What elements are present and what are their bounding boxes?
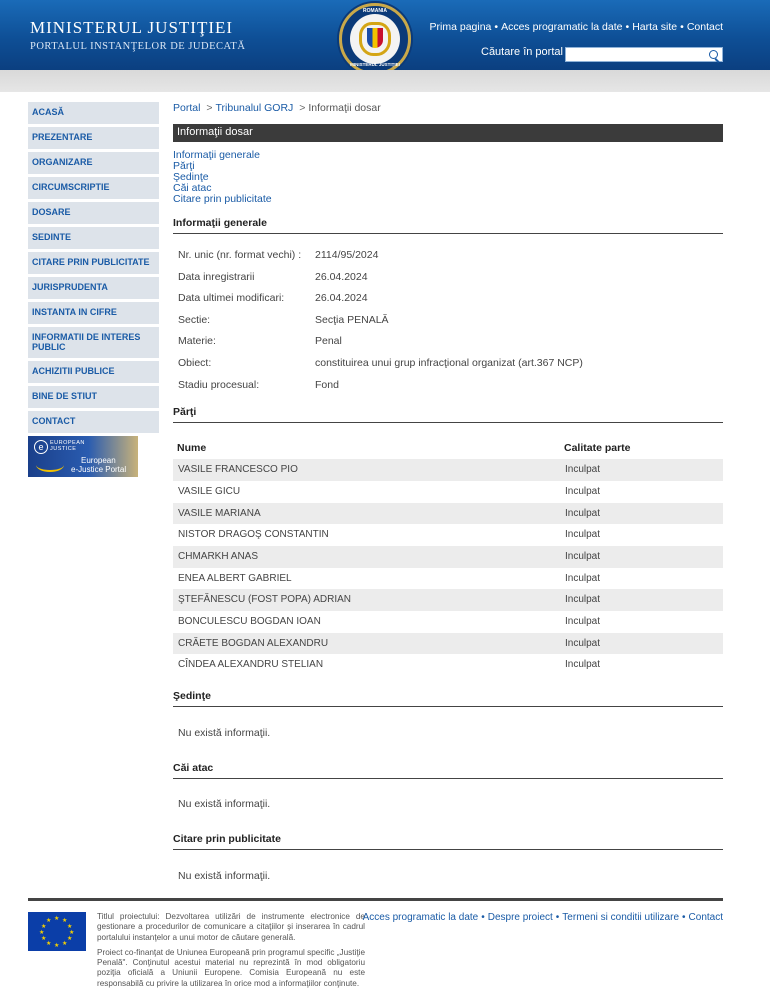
appeals-heading: Căi atac: [173, 762, 723, 779]
general-info-heading: Informaţii generale: [173, 217, 723, 234]
scales-icon: [36, 458, 64, 472]
info-value: Secţia PENALĂ: [315, 313, 389, 326]
info-row: [173, 249, 723, 271]
breadcrumb-separator: >: [206, 102, 213, 114]
parties-table-header: [173, 438, 723, 459]
subheader-bar: [0, 70, 770, 92]
info-row: [173, 292, 723, 314]
star-icon: ★: [46, 941, 52, 947]
footer-nav: [363, 912, 723, 923]
breadcrumb-current: Informaţii dosar: [308, 102, 381, 114]
star-icon: ★: [54, 916, 60, 922]
sidebar-item-citare[interactable]: CITARE PRIN PUBLICITATE: [28, 252, 159, 274]
toc-link-parties[interactable]: Părţi: [173, 160, 195, 172]
sidebar-item-achizitii[interactable]: ACHIZITII PUBLICE: [28, 361, 159, 383]
coat-of-arms-icon[interactable]: [339, 3, 411, 75]
party-name: VASILE FRANCESCO PIO: [178, 464, 298, 476]
table-row: [173, 481, 723, 503]
top-nav-home[interactable]: Prima pagina: [429, 21, 492, 33]
parties-table: [173, 459, 723, 676]
shield-icon: [367, 28, 383, 48]
info-row: [173, 335, 723, 357]
general-info-table: [173, 249, 723, 400]
info-row: [173, 271, 723, 293]
bullet-separator: •: [481, 912, 485, 923]
footer-link-api[interactable]: Acces programatic la date: [362, 912, 479, 923]
top-nav-sitemap[interactable]: Harta site: [632, 21, 678, 33]
info-value: 26.04.2024: [315, 270, 368, 283]
star-icon: ★: [69, 930, 75, 936]
party-role: Inculpat: [565, 637, 601, 649]
party-role: Inculpat: [565, 529, 601, 541]
sidebar-item-prezentare[interactable]: PREZENTARE: [28, 127, 159, 149]
party-name: BONCULESCU BOGDAN IOAN: [178, 615, 321, 627]
party-name: ENEA ALBERT GABRIEL: [178, 572, 292, 584]
footer-cofinance-note: Proiect co-finanţat de Uniunea Europeană prin programul specific „Justiţie Penală". Conţinutul acestui material nu reprezintă în mod obligatoriu poziţia oficială a Uniunii Europene. Comisia Europeană nu este responsabilă cu privire la utilizarea în orice mod a informaţiilor conţinute.: [97, 947, 365, 988]
toc-link-general[interactable]: Informaţii generale: [173, 149, 260, 161]
sidebar-nav: [28, 102, 159, 477]
star-icon: ★: [46, 918, 52, 924]
footer-project-title: Titlul proiectului: Dezvoltarea utilizări de instrumente electronice de gestionare a procedurilor de comunicare a citaţiilor şi inserarea în cadrul portalului instanţelor a unui motor de căutare generală.: [97, 912, 365, 942]
table-row: [173, 611, 723, 633]
sidebar-item-contact[interactable]: CONTACT: [28, 411, 159, 433]
ejustice-line1: European: [81, 455, 116, 465]
search-icon[interactable]: [709, 50, 718, 59]
footer-link-about[interactable]: Despre proiect: [487, 912, 553, 923]
party-role: Inculpat: [565, 572, 601, 584]
summons-heading: Citare prin publicitate: [173, 833, 723, 850]
ejustice-small-line2: JUSTICE: [50, 445, 77, 452]
table-row: [173, 503, 723, 525]
section-links: [173, 150, 723, 205]
emblem-inner: [350, 14, 400, 64]
breadcrumb-portal[interactable]: Portal: [173, 102, 201, 114]
info-row: [173, 357, 723, 379]
party-name: CÎNDEA ALEXANDRU STELIAN: [178, 659, 324, 671]
party-name: CRĂETE BOGDAN ALEXANDRU: [178, 637, 329, 649]
party-role: Inculpat: [565, 485, 601, 497]
table-row: [173, 546, 723, 568]
footer-link-contact[interactable]: Contact: [688, 912, 723, 923]
party-name: ŞTEFĂNESCU (FOST POPA) ADRIAN: [178, 594, 351, 606]
info-value: Fond: [315, 378, 339, 391]
search-label: Căutare în portal: [481, 46, 563, 58]
party-role: Inculpat: [565, 594, 601, 606]
table-row: [173, 524, 723, 546]
party-name: NISTOR DRAGOŞ CONSTANTIN: [178, 529, 329, 541]
site-title[interactable]: MINISTERUL JUSTIŢIEI: [30, 18, 234, 37]
ejustice-line2: e-Justice Portal: [71, 464, 127, 474]
star-icon: ★: [62, 941, 68, 947]
sidebar-item-acasa[interactable]: ACASĂ: [28, 102, 159, 124]
ejustice-small-text: [50, 440, 85, 452]
toc-link-appeals[interactable]: Căi atac: [173, 182, 212, 194]
table-row: [173, 589, 723, 611]
emblem-top-text: ROMANIA: [363, 8, 387, 14]
party-role: Inculpat: [565, 615, 601, 627]
sidebar-item-sedinte[interactable]: SEDINTE: [28, 227, 159, 249]
info-value: Penal: [315, 335, 342, 348]
party-role: Inculpat: [565, 659, 601, 671]
sidebar-item-circumscriptie[interactable]: CIRCUMSCRIPTIE: [28, 177, 159, 199]
star-icon: ★: [41, 936, 47, 942]
eu-flag-icon: [28, 912, 86, 951]
breadcrumb-separator: >: [299, 102, 306, 114]
info-label: Nr. unic (nr. format vechi) :: [178, 249, 302, 261]
appeals-empty-message: Nu există informaţii.: [178, 798, 271, 811]
search-input[interactable]: [566, 48, 706, 61]
sidebar-item-bine-de-stiut[interactable]: BINE DE STIUT: [28, 386, 159, 408]
column-header-name: Nume: [177, 442, 207, 455]
ejustice-logo-icon: e: [34, 440, 48, 454]
table-row: [173, 568, 723, 590]
party-role: Inculpat: [565, 464, 601, 476]
footer-link-terms[interactable]: Termeni si conditii utilizare: [562, 912, 680, 923]
search-box: [565, 47, 723, 62]
party-name: VASILE MARIANA: [178, 507, 261, 519]
info-label: Data inregistrarii: [178, 270, 255, 283]
bullet-separator: •: [555, 912, 560, 923]
info-value: 26.04.2024: [315, 292, 368, 305]
info-label: Sectie:: [178, 313, 211, 326]
party-name: VASILE GICU: [178, 485, 241, 497]
sidebar-item-instanta-in-cifre[interactable]: INSTANTA IN CIFRE: [28, 302, 159, 324]
sidebar-item-dosare[interactable]: DOSARE: [28, 202, 159, 224]
top-nav: [430, 21, 723, 33]
top-nav-contact[interactable]: Contact: [686, 21, 723, 33]
star-icon: ★: [67, 924, 73, 930]
breadcrumb: [173, 102, 723, 118]
footer-divider: [28, 898, 723, 901]
star-icon: ★: [39, 930, 45, 936]
star-icon: ★: [67, 936, 73, 942]
column-header-role: Calitate parte: [564, 442, 631, 455]
info-label: Materie:: [178, 335, 216, 348]
bullet-separator: •: [494, 21, 499, 33]
party-role: Inculpat: [565, 550, 601, 562]
footer-project-text: [97, 912, 365, 989]
sidebar-item-interes-public[interactable]: INFORMATII DE INTERES PUBLIC: [28, 327, 159, 358]
site-header: [0, 0, 770, 70]
ejustice-portal-banner[interactable]: [28, 436, 138, 477]
site-subtitle: PORTALUL INSTANŢELOR DE JUDECATĂ: [30, 41, 246, 52]
table-row: [173, 654, 723, 676]
summons-empty-message: Nu există informaţii.: [178, 870, 271, 883]
emblem-bottom-text: MINISTERUL JUSTIŢIEI: [350, 62, 400, 67]
info-row: [173, 379, 723, 401]
ejustice-small-line1: EUROPEAN: [50, 439, 85, 446]
info-label: Stadiu procesual:: [178, 378, 260, 391]
sessions-heading: Şedinţe: [173, 690, 723, 707]
info-row: [173, 314, 723, 336]
page-title: Informaţii dosar: [173, 124, 723, 142]
sidebar-item-jurisprudenta[interactable]: JURISPRUDENTA: [28, 277, 159, 299]
party-role: Inculpat: [565, 507, 601, 519]
toc-link-summons[interactable]: Citare prin publicitate: [173, 193, 272, 205]
sidebar-item-organizare[interactable]: ORGANIZARE: [28, 152, 159, 174]
star-icon: ★: [41, 924, 47, 930]
bullet-separator: •: [680, 21, 684, 33]
top-nav-api[interactable]: Acces programatic la date: [501, 21, 623, 33]
info-value: constituirea unui grup infracţional organizat (art.367 NCP): [315, 356, 583, 369]
table-row: [173, 459, 723, 481]
star-icon: ★: [62, 918, 68, 924]
toc-link-sessions[interactable]: Şedinţe: [173, 171, 209, 183]
sessions-empty-message: Nu există informaţii.: [178, 727, 271, 740]
bullet-separator: •: [625, 21, 630, 33]
star-icon: ★: [54, 943, 60, 949]
breadcrumb-court[interactable]: Tribunalul GORJ: [215, 102, 294, 114]
bullet-separator: •: [682, 912, 686, 923]
table-row: [173, 633, 723, 655]
info-label: Data ultimei modificari:: [178, 292, 285, 305]
info-label: Obiect:: [178, 356, 212, 369]
party-name: CHMARKH ANAS: [178, 550, 259, 562]
parties-heading: Părţi: [173, 406, 723, 423]
info-value: 2114/95/2024: [315, 249, 379, 261]
main-content: [173, 102, 723, 882]
